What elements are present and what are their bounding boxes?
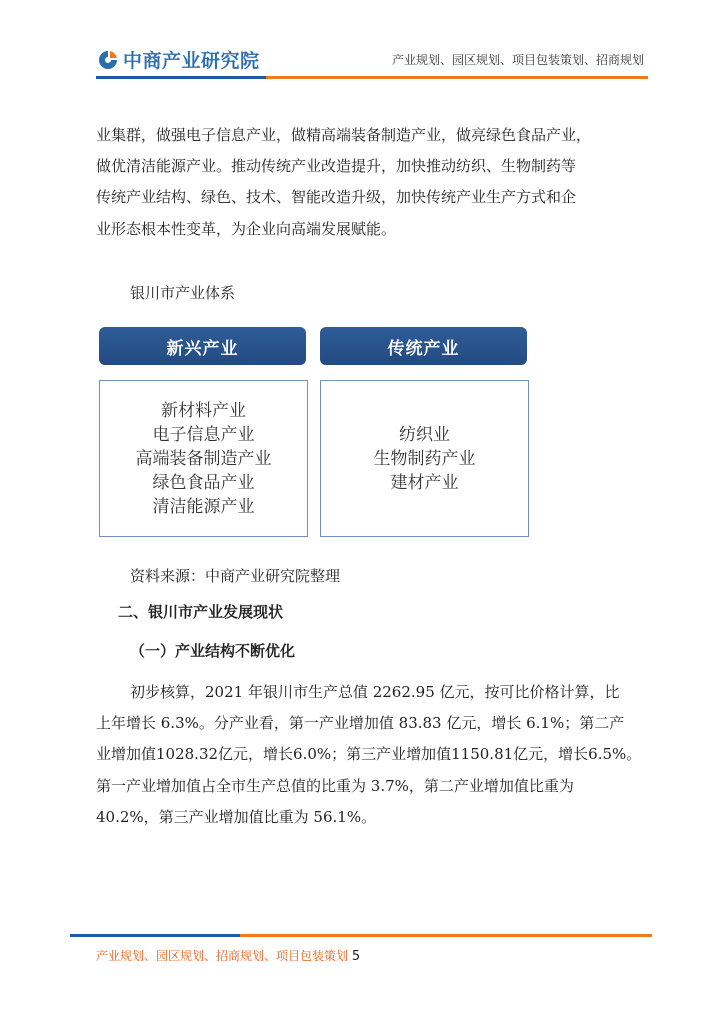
- text-line: 业增加值1028.32亿元，增长6.0%；第三产业增加值1150.81亿元，增长6.5%。: [96, 745, 642, 764]
- traditional-industry-header: 传统产业: [320, 327, 527, 365]
- page-number: 5: [351, 949, 361, 964]
- industry-item: 绿色食品产业: [152, 472, 255, 493]
- text-line: 40.2%，第三产业增加值比重为 56.1%。: [96, 807, 377, 826]
- text-line: 做优清洁能源产业。推动传统产业改造提升，加快推动纺织、生物制药等: [96, 157, 577, 176]
- header-tagline: 产业规划、园区规划、项目包装策划、招商规划: [391, 53, 644, 67]
- source-note: 资料来源：中商产业研究院整理: [130, 567, 341, 585]
- logo-text: 中商产业研究院: [123, 50, 260, 72]
- footer-divider-orange: [240, 934, 652, 937]
- industry-item: 电子信息产业: [152, 424, 255, 445]
- logo-mark-icon: [97, 49, 119, 71]
- header-divider-orange: [266, 76, 648, 79]
- body-paragraph: [96, 677, 656, 833]
- logo: [97, 46, 260, 73]
- industry-item: 新材料产业: [161, 400, 246, 421]
- diagram-caption: 银川市产业体系: [130, 284, 236, 302]
- text-line: 上年增长 6.3%。分产业看，第一产业增加值 83.83 亿元，增长 6.1%；第二产: [96, 714, 625, 733]
- intro-paragraph: [96, 120, 656, 245]
- text-line: 业形态根本性变革，为企业向高端发展赋能。: [96, 219, 397, 238]
- emerging-industry-list: [99, 380, 308, 537]
- text-line: 业集群，做强电子信息产业，做精高端装备制造产业，做亮绿色食品产业，: [96, 126, 592, 144]
- industry-item: 清洁能源产业: [152, 496, 255, 517]
- section-heading: 二、银川市产业发展现状: [118, 603, 284, 621]
- industry-item: 高端装备制造产业: [135, 448, 272, 469]
- footer-divider-blue: [70, 934, 240, 937]
- emerging-industry-header: 新兴产业: [99, 327, 306, 365]
- text-line: 传统产业结构、绿色、技术、智能改造升级，加快传统产业生产方式和企: [96, 188, 577, 207]
- footer: [96, 947, 360, 964]
- header-divider-blue: [96, 76, 266, 79]
- industry-item: 纺织业: [399, 424, 450, 445]
- footer-text: 产业规划、园区规划、招商规划、项目包装策划: [96, 949, 349, 963]
- traditional-industry-list: [320, 380, 529, 537]
- industry-item: 建材产业: [390, 472, 459, 493]
- sub-heading: （一）产业结构不断优化: [130, 642, 296, 660]
- text-line: 初步核算，2021 年银川市生产总值 2262.95 亿元，按可比价格计算，比: [130, 683, 620, 701]
- industry-item: 生物制药产业: [373, 448, 476, 469]
- text-line: 第一产业增加值占全市生产总值的比重为 3.7%，第二产业增加值比重为: [96, 776, 574, 795]
